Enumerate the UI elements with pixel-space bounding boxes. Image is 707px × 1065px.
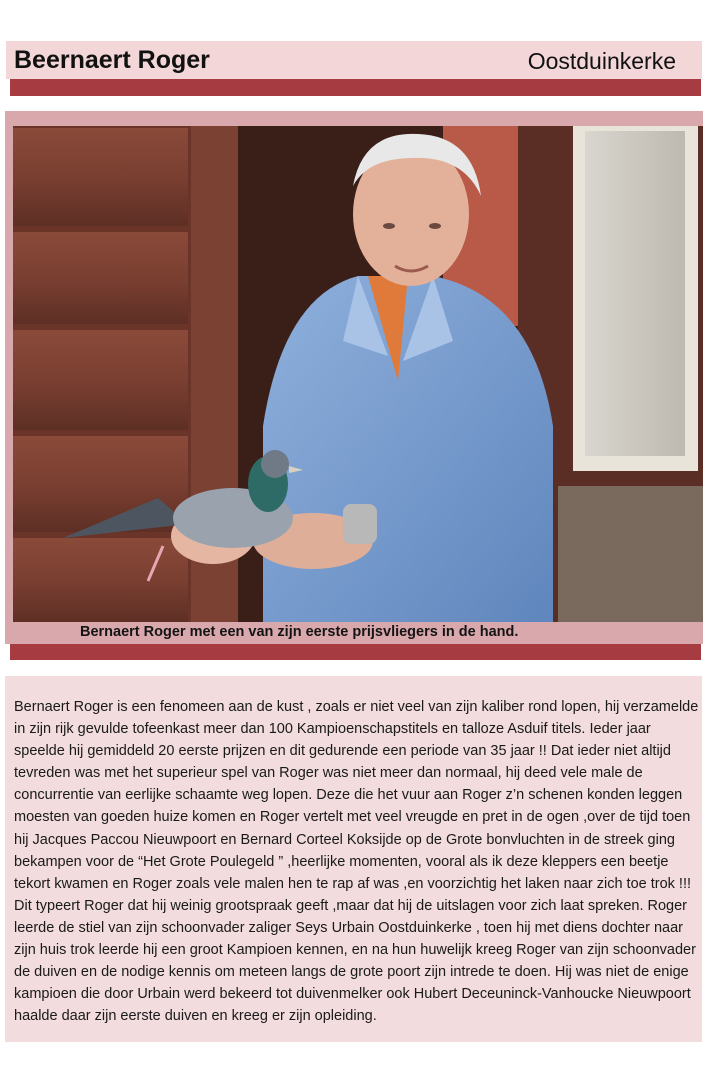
article-box [5,676,702,1042]
fancier-name: Beernaert Roger [14,46,210,74]
photo-caption: Bernaert Roger met een van zijn eerste prijsvliegers in de hand. [80,624,519,640]
town-name: Oostduinkerke [527,48,676,74]
article-text: Bernaert Roger is een fenomeen aan de kust , zoals er niet veel van zijn kaliber rond lopen, hij verzamelde in zijn rijk gevulde tofeenkast meer dan 100 Kampioenschapstitels en talloze Asduif titels. Ieder jaar speelde hij gemiddeld 20 eerste prijzen en dit gedurende een periode van 35 jaar !! Dat ieder niet altijd tevreden was met het superieur spel van Roger was niet meer dan normaal, hij deed vele male de concurrentie van eerlijke schaamte weg lopen. Deze die het vuur aan Roger z’n schenen konden leggen moesten van goeden huize komen en Roger vertelt met veel vreugde en pret in de ogen ,over de tijd toen hij Jacques Paccou Nieuwpoort en Bernard Corteel Koksijde op de Grote bonvluchten in de streek ging bekampen voor de “Het Grote Poulegeld ” ,heerlijke momenten, vooral als ik deze kleppers een beetje tekort kwamen en Roger zoals vele malen hen te rap af was ,en voorzichtig het laken naar zich toe trok !!! Dit typeert Roger dat hij weinig grootspraak geeft ,maar dat hij de uitslagen voor zich laat spreken. Roger leerde de stiel van zijn schoonvader zaliger Seys Urbain Oostduinkerke , toen hij met diens dochter naar zijn huis trok leerde hij een groot Kampioen kennen, en na hun huwelijk kreeg Roger van zijn schoonvader de duiven en de nodige kennis om meteen langs de grote poort zijn intrede te doen. Hij was niet de enige kampioen die door Urbain werd bekeerd tot duivenmelker ook Hubert Deceuninck-Vanhoucke Nieuwpoort haalde daar zijn eerste duiven en kreeg er zijn opleiding. [14,699,699,1025]
header-banner [6,41,702,79]
header-accent-bar [10,79,701,96]
photo-accent-bar [10,644,701,660]
photo-illustration [13,126,703,622]
photo-fancier-with-pigeon [13,126,703,622]
